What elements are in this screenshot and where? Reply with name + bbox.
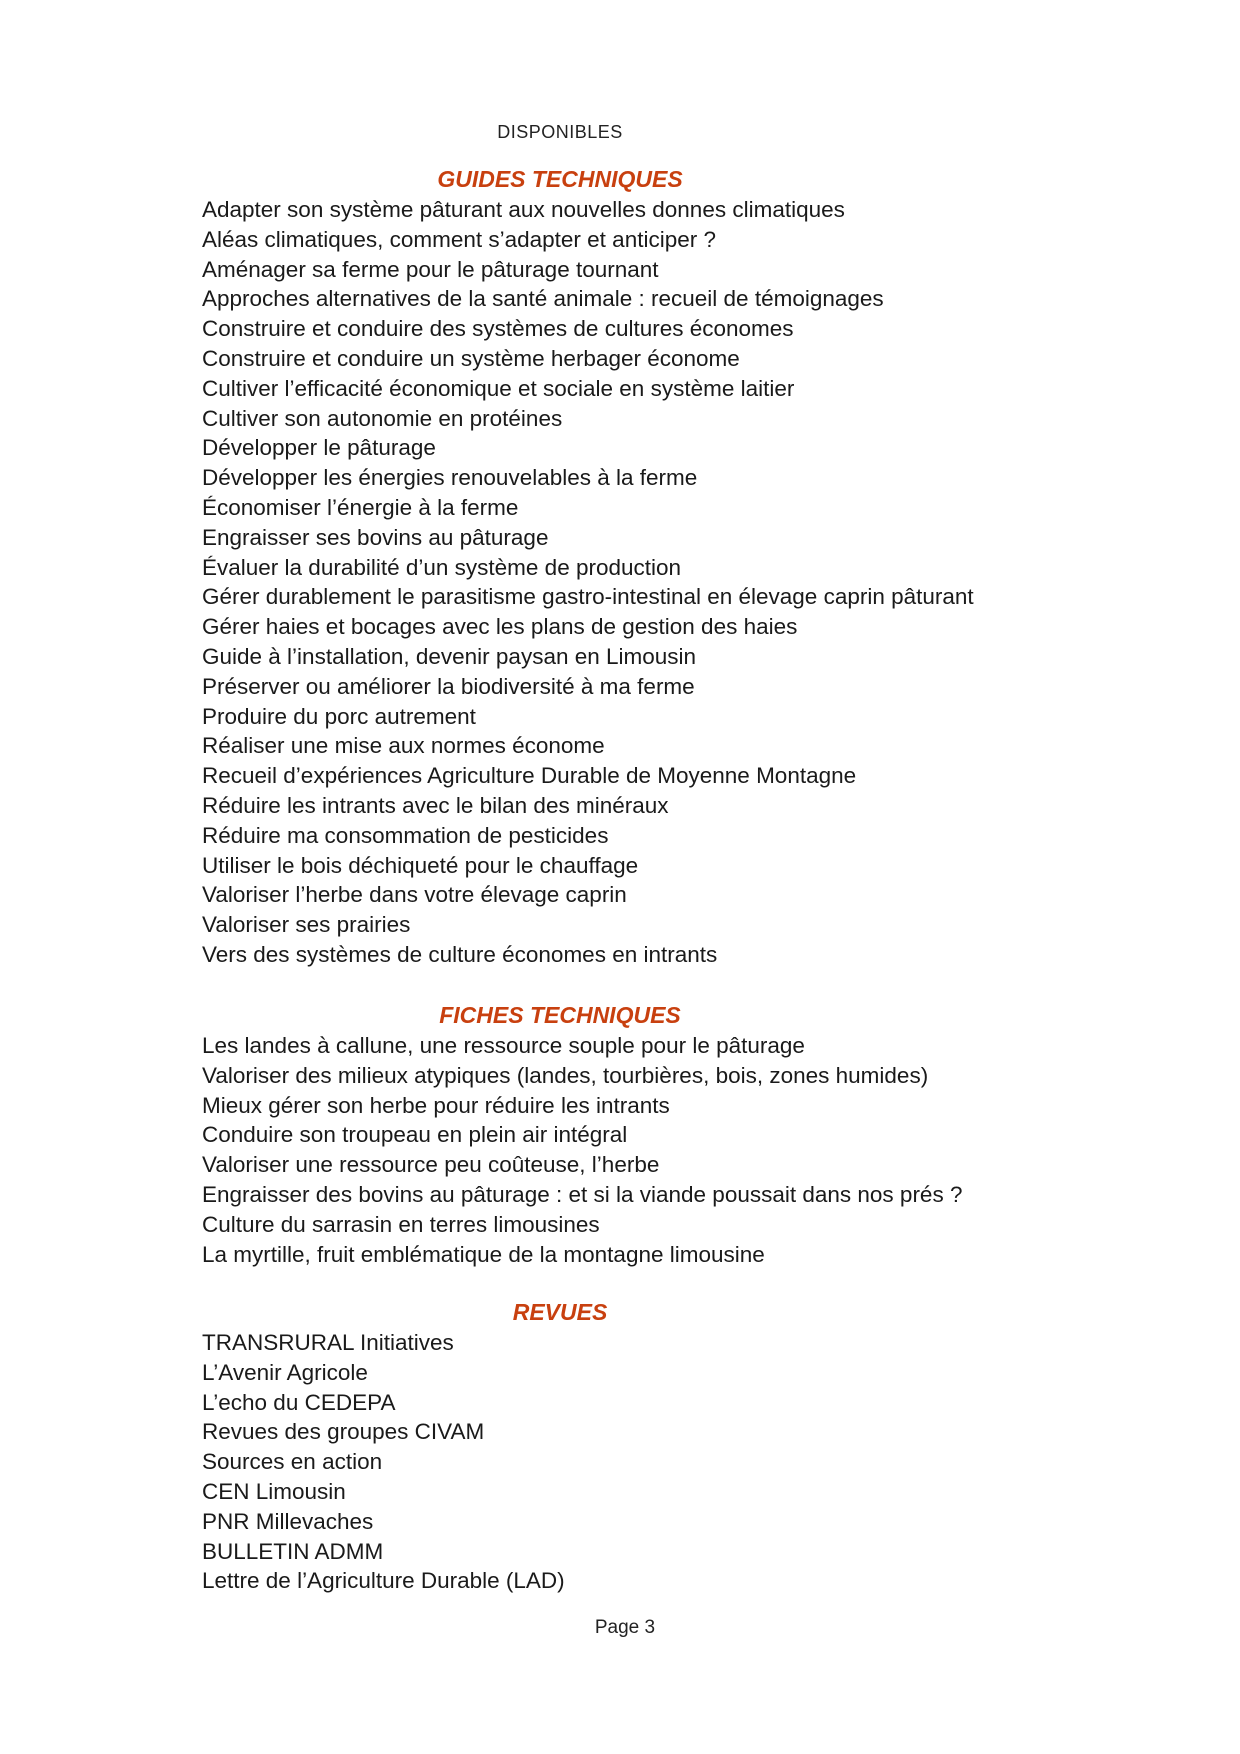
section-title-revues: REVUES [512,1299,608,1325]
list-item: Aménager sa ferme pour le pâturage tournant [202,256,659,282]
list-item: Adapter son système pâturant aux nouvelles donnes climatiques [202,197,845,222]
list-item: Vers des systèmes de culture économes en intrants [202,941,718,967]
section-title-guides-techniques: GUIDES TECHNIQUES [437,166,683,192]
list-item: Recueil d’expériences Agriculture Durable de Moyenne Montagne [202,763,857,789]
list-item: Culture du sarrasin en terres limousines [202,1211,600,1237]
list-item: Développer les énergies renouvelables à la ferme [202,465,698,491]
list-item: Engraisser ses bovins au pâturage [202,524,549,550]
guides-techniques-list [202,195,1142,970]
list-item: L’echo du CEDEPA [202,1389,396,1415]
list-item: Réduire ma consommation de pesticides [202,822,609,848]
list-item: Construire et conduire un système herbager économe [202,345,740,371]
list-item: Valoriser l’herbe dans votre élevage caprin [202,882,627,908]
list-item: Guide à l’installation, devenir paysan en Limousin [202,643,697,669]
list-item: Réaliser une mise aux normes économe [202,733,605,759]
list-item: Lettre de l’Agriculture Durable (LAD) [202,1568,565,1594]
list-item: CEN Limousin [202,1478,346,1504]
list-item: Préserver ou améliorer la biodiversité à ma ferme [202,673,695,699]
list-item: Construire et conduire des systèmes de cultures économes [202,316,794,342]
fiches-techniques-list [202,1031,1142,1269]
list-item: La myrtille, fruit emblématique de la montagne limousine [202,1241,765,1267]
list-item: Conduire son troupeau en plein air intégral [202,1122,628,1148]
page-header: DISPONIBLES [497,122,623,142]
list-item: Sources en action [202,1449,383,1475]
revues-list [202,1328,1142,1596]
list-item: Réduire les intrants avec le bilan des minéraux [202,792,669,818]
list-item: Utiliser le bois déchiqueté pour le chauffage [202,852,639,878]
list-item: Valoriser une ressource peu coûteuse, l’herbe [202,1152,660,1178]
list-item: Cultiver l’efficacité économique et sociale en système laitier [202,375,795,401]
page-number: Page 3 [594,1617,656,1638]
list-item: Développer le pâturage [202,435,436,461]
list-item: Cultiver son autonomie en protéines [202,405,563,431]
list-item: Évaluer la durabilité d’un système de production [202,554,682,580]
list-item: PNR Millevaches [202,1508,374,1534]
list-item: Les landes à callune, une ressource souple pour le pâturage [202,1033,805,1058]
list-item: Aléas climatiques, comment s’adapter et anticiper ? [202,226,716,252]
list-item: Produire du porc autrement [202,703,476,729]
list-item: BULLETIN ADMM [202,1538,384,1564]
list-item: Approches alternatives de la santé animale : recueil de témoignages [202,286,884,312]
list-item: Revues des groupes CIVAM [202,1419,485,1445]
list-item: TRANSRURAL Initiatives [202,1330,454,1355]
list-item: Mieux gérer son herbe pour réduire les intrants [202,1092,670,1118]
list-item: Gérer haies et bocages avec les plans de gestion des haies [202,614,798,640]
list-item: Valoriser ses prairies [202,912,411,938]
section-title-fiches-techniques: FICHES TECHNIQUES [439,1002,681,1028]
list-item: Économiser l’énergie à la ferme [202,494,519,520]
list-item: Gérer durablement le parasitisme gastro-intestinal en élevage caprin pâturant [202,584,974,610]
list-item: Engraisser des bovins au pâturage : et si la viande poussait dans nos prés ? [202,1181,963,1207]
list-item: L’Avenir Agricole [202,1359,368,1385]
list-item: Valoriser des milieux atypiques (landes, tourbières, bois, zones humides) [202,1062,929,1088]
